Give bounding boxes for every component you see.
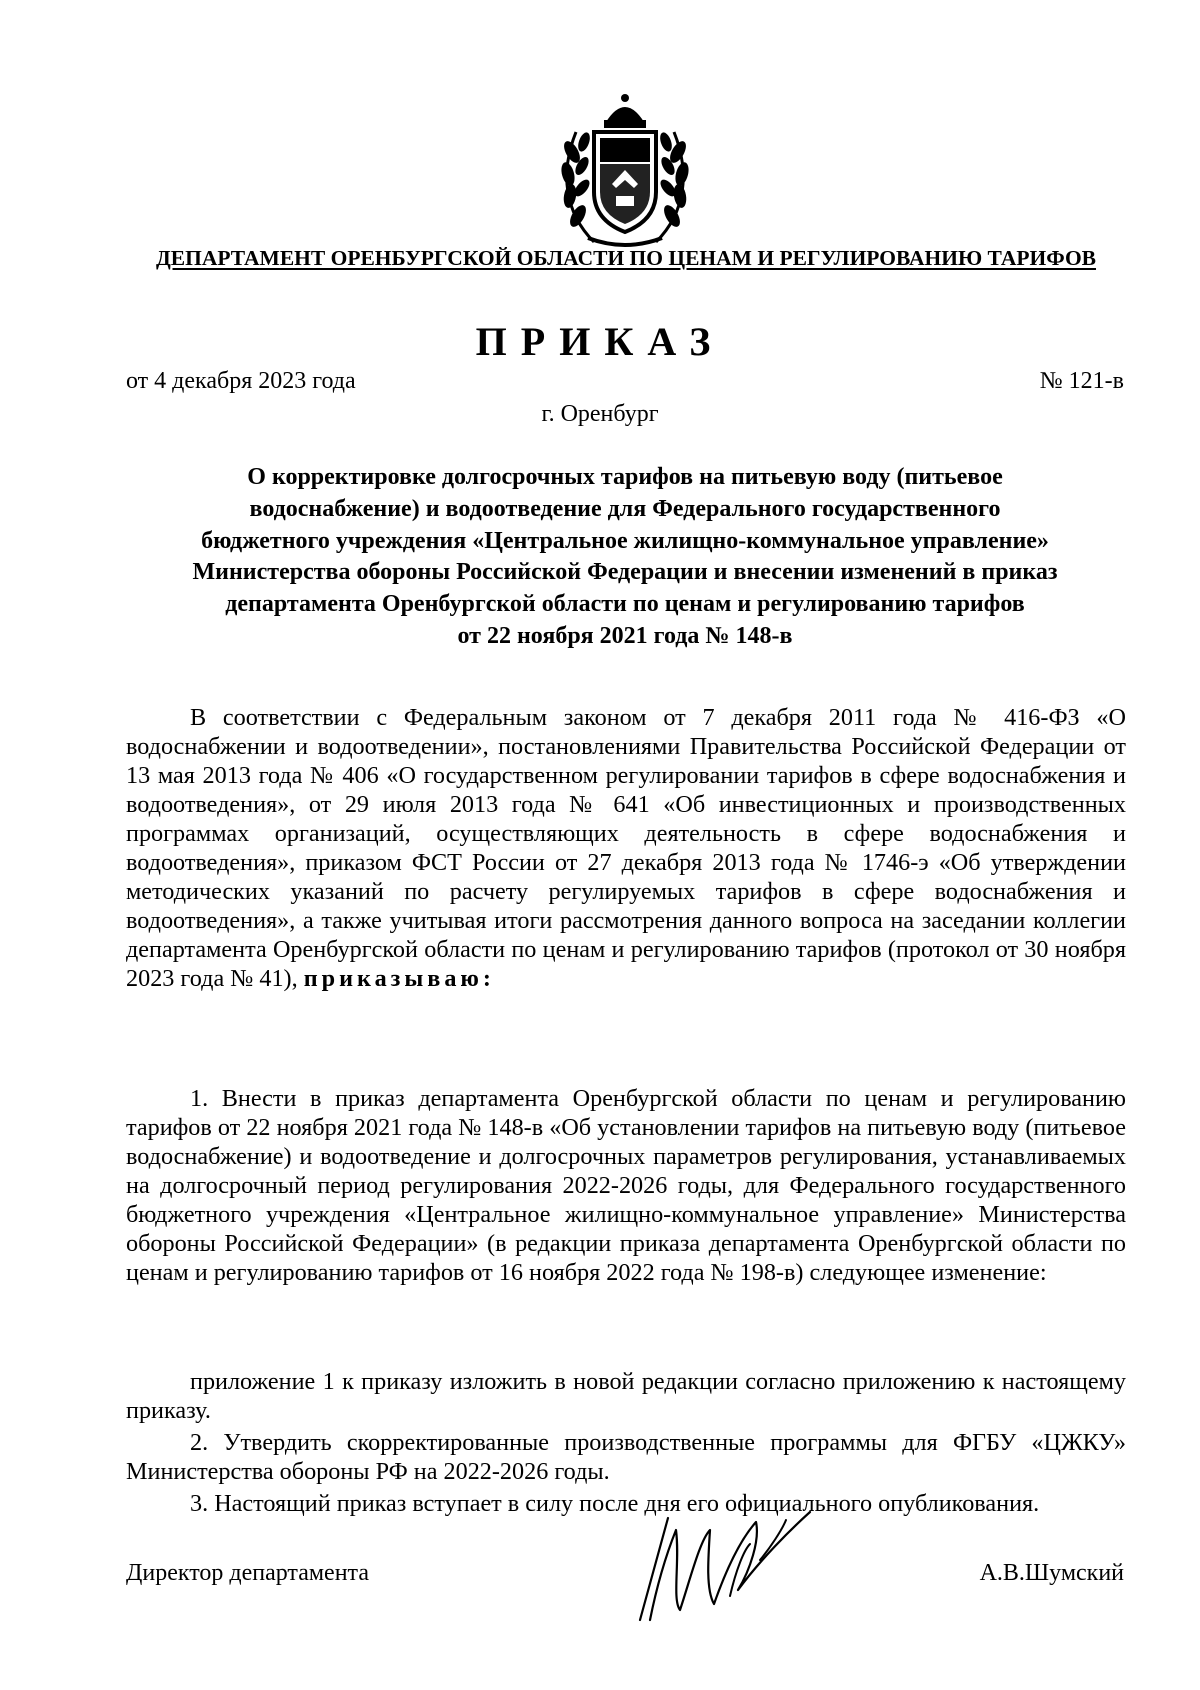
item-3-text: 3. Настоящий приказ вступает в силу после дня его официального опубликования. — [190, 1490, 1040, 1517]
document-title — [120, 462, 1130, 653]
preamble-text: В соответствии с Федеральным законом от 7 декабря 2011 года № 416-ФЗ «О водоснабжении и водоотведении», постановлениями Правительства Российской Федерации от 13 мая 2013 года № 406 «О государственном регулировании тарифов в сфере водоснабжения и водоотведения», от 29 июля 2013 года № 641 «Об инвестиционных и производственных программах организаций, осуществляющих деятельность в сфере водоснабжения и водоотведения», приказом ФСТ России от 27 декабря 2013 года № 1746-э «Об утверждении методических указаний по расчету регулируемых тарифов в сфере водоснабжения и водоотведения», а также учитывая итоги рассмотрения данного вопроса на заседании коллегии департамента Оренбургской области по ценам и регулированию тарифов (протокол от 30 ноября 2023 года № 41), — [126, 704, 1126, 992]
title-line: от 22 ноября 2021 года № 148-в — [457, 622, 793, 649]
signatory-name: А.В.Шумский — [979, 1560, 1124, 1586]
preamble-paragraph — [126, 703, 1126, 993]
item-1-sub-paragraph — [126, 1367, 1126, 1425]
department-name: ДЕПАРТАМЕНТ ОРЕНБУРГСКОЙ ОБЛАСТИ ПО ЦЕНАМ И РЕГУЛИРОВАНИЮ ТАРИФОВ — [155, 246, 1097, 270]
item-2-paragraph — [126, 1428, 1126, 1486]
item-1-paragraph — [126, 1084, 1126, 1287]
item-1-text: 1. Внести в приказ департамента Оренбургской области по ценам и регулированию тарифов от 22 ноября 2021 года № 148-в «Об установлении тарифов на питьевую воду (питьевое водоснабжение) и водоотведение и долгосрочных параметров регулирования, устанавливаемых на долгосрочный период регулирования 2022-2026 годы, для Федерального государственного бюджетного учреждения «Центральное жилищно-коммунальное управление» Министерства обороны Российской Федерации» (в редакции приказа департамента Оренбургской области по ценам и регулированию тарифов от 16 ноября 2022 года № 198-в) следующее изменение: — [126, 1085, 1126, 1286]
coat-of-arms-icon — [554, 92, 696, 248]
title-line: О корректировке долгосрочных тарифов на питьевую воду (питьевое — [247, 464, 1003, 490]
document-city: г. Оренбург — [541, 401, 659, 427]
title-line: Министерства обороны Российской Федерации и внесении изменений в приказ — [192, 559, 1058, 586]
title-line: департамента Оренбургской области по ценам и регулированию тарифов — [225, 591, 1025, 618]
handwritten-signature — [610, 1500, 820, 1630]
document-number: № 121-в — [1039, 368, 1124, 394]
title-line: водоснабжение) и водоотведение для Федерального государственного — [249, 495, 1001, 522]
item-2-text: 2. Утвердить скорректированные производственные программы для ФГБУ «ЦЖКУ» Министерства обороны РФ на 2022-2026 годы. — [126, 1429, 1126, 1485]
document-date: от 4 декабря 2023 года — [126, 368, 356, 394]
order-word: приказываю: — [303, 965, 495, 992]
item-1-sub-text: приложение 1 к приказу изложить в новой редакции согласно приложению к настоящему приказу. — [126, 1368, 1126, 1424]
document-type: ПРИКАЗ — [475, 319, 725, 364]
title-line: бюджетного учреждения «Центральное жилищно-коммунальное управление» — [201, 527, 1049, 554]
signatory-position: Директор департамента — [126, 1560, 369, 1586]
